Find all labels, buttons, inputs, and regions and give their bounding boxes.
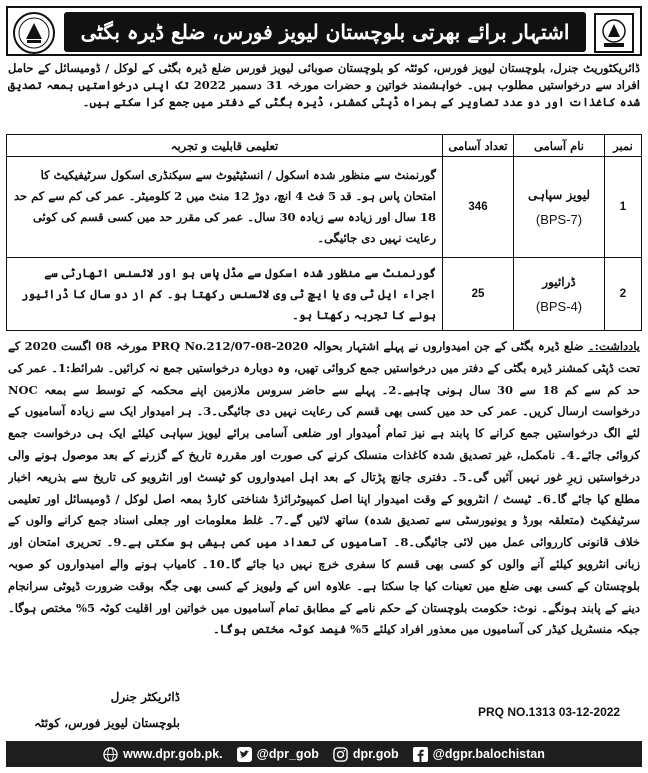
prq-number: PRQ NO.1313 03-12-2022 (478, 705, 621, 719)
qualification-text: گورنمنٹ سے منظور شدہ اسکول سے مڈل پاس ہو اور لائسنس اتھارٹی سے اجراء ایل ٹی وی یا ایچ ٹی وی لائسنس رکھتا ہو۔ کم از دو سال کا ڈرائیور ہونے کا تجربہ رکھتا ہو۔ (7, 258, 443, 331)
note-text: ضلع ڈیرہ بگٹی کے جن امیدواروں نے پہلے اشتہار بحوالہ PRQ No.212/07-08-2020 مورخہ 08 اگست 2020 کے تحت ڈپٹی کمشنر ڈیرہ بگٹی کے دفتر میں درخواستیں جمع کروائی تھیں، وہ دوبارہ درخواستیں جمع نہ کرائیں۔ شرائط:1۔ عمر کی حد کم سے کم 18 سے 30 سال ہونی چاہیے۔2۔ پہلے سے حاضر سروس ملازمین اپنے محکمہ کے توسط سے بمعہ NOC درخواست ارسال کریں۔ عمر کی حد میں کسی بھی قسم کی رعایت نہیں دی جائیگی۔3۔ ہر امیدوار ایک سے زیادہ آسامیوں کے لئے الگ درخواستیں جمع کرانے کا پابند ہے نیز تمام اُمیدوار اور ضلعی آسامی برائے لیویز سپاہی کیلئے ایک ہی درخواست جمع کروائی جائے۔4۔ نامکمل، غیر تصدیق شدہ کاغذات منسلک کرنے کی صورت اور مقررہ تاریخ کے گزرنے کے بعد موصول ہونے والی درخواستیں زیرِ غور نہیں آئیں گی۔5۔ دفتری جانچ پڑتال کے بعد اہل امیدواروں کو ٹیسٹ اور انٹرویو کی تاریخ سے بذریعہ اخبار مطلع کیا جائے گا۔6۔ ٹیسٹ / انٹرویو کے وقت امیدوار اپنا اصل کمپیوٹرائزڈ شناختی کارڈ بمعہ اصل لوکل / ڈومیسائل اور تعلیمی سرٹیفکیٹ (متعلقہ بورڈ و یونیورسٹی سے تصدیق شدہ) ساتھ لائیں گے۔7۔ غلط معلومات اور جعلی اسناد جمع کرانے والوں کے خلاف قانونی کارروائی عمل میں لائی جائیگی۔8۔ آسامیوں کی تعداد میں کمی بیشی ہو سکتی ہے۔9۔ تحریری امتحان اور زبانی انٹرویو کیلئے آنے والوں کو کسی بھی قسم کا سفری خرچ نہیں دیا جائے گا۔10۔ کامیاب ہونے والے امیدواروں کو صوبہ بلوچستان کے کسی بھی ضلع میں تعینات کیا جا سکتا ہے۔ علاوہ اس کے ولیویز کے کسی بھی جگہ بوقت ضرورت ڈیوٹی سرانجام دینے کے پابند ہونگے۔ نوٹ: حکومت بلوچستان کے حکم نامے کے مطابق تمام آسامیوں میں خواتین اور اقلیت کوٹہ 5% مختص ہوگا۔ جبکہ منسٹریل کیڈر کی آسامیوں میں معذور افراد کیلئے 5% فیصد کوٹہ مختص ہوگا۔ (8, 339, 640, 637)
twitter-text: @dpr_gob (256, 747, 319, 761)
table-header-row (7, 135, 642, 157)
header-count: تعداد آسامی (443, 135, 514, 157)
post-name-cell (514, 258, 605, 331)
note-label: یادداشت:۔ (587, 339, 640, 353)
table-row (7, 157, 642, 258)
signature-title: ڈائریکٹر جنرل (110, 690, 180, 704)
note-block (8, 336, 640, 666)
post-count: 346 (443, 157, 514, 258)
table-row (7, 258, 642, 331)
footer-facebook[interactable] (413, 747, 545, 762)
signature-block (30, 684, 180, 736)
post-title: ڈرائیور (542, 274, 576, 289)
footer-bar (6, 741, 642, 767)
intro-paragraph: ڈائریکٹوریٹ جنرل، بلوچستان لیویز فورس، کوئٹہ کو بلوچستان صوبائی لیویز فورس ضلع ڈیرہ بگٹی کے لوکل / ڈومیسائل کے حامل افراد سے درخواستیں مطلوب ہیں۔ خواہشمند خواتین و حضرات مورخہ 31 دسمبر 2022 تک اپنی درخواستیں بمعہ تصدیق شدہ کاغذات اور دو عدد تصاویر کے ہمراہ ڈپٹی کمشنر، ڈیرہ بگٹی کے دفتر میں جمع کرا سکتے ہیں۔ (8, 61, 640, 109)
header-qualification: تعلیمی قابلیت و تجربہ (7, 135, 443, 157)
row-number: 2 (605, 258, 642, 331)
post-bps: (BPS-7) (535, 211, 583, 227)
posts-table (6, 134, 642, 331)
post-name-cell (514, 157, 605, 258)
footer-instagram[interactable] (333, 747, 399, 762)
crest-logo-icon (592, 11, 636, 55)
qualification-text: گورنمنٹ سے منظور شدہ اسکول / انسٹیٹیوٹ سے سیکنڈری اسکول سرٹیفیکیٹ کا امتحان پاس ہو۔ قد 5 فٹ 4 انچ، دوڑ 12 منٹ میں 2 کلومیٹر۔ عمر کی کم سے کم حد 18 سال اور زیادہ سے زیادہ 30 سال۔ عمر کی مقرر حد میں کسی قسم کی کوئی رعایت نہیں دی جائیگی۔ (7, 157, 443, 258)
instagram-text: dpr.gob (352, 747, 399, 761)
twitter-icon (237, 747, 252, 762)
header-number: نمبر (605, 135, 642, 157)
post-bps: (BPS-4) (535, 298, 583, 314)
crest-logo-icon (12, 11, 56, 55)
facebook-text: @dgpr.balochistan (432, 747, 545, 761)
row-number: 1 (605, 157, 642, 258)
globe-icon (103, 747, 118, 762)
header (6, 6, 642, 56)
facebook-icon (413, 747, 428, 762)
instagram-icon (333, 747, 348, 762)
post-count: 25 (443, 258, 514, 331)
footer-website[interactable] (103, 747, 223, 762)
signature-office: بلوچستان لیویز فورس، کوئٹہ (34, 716, 180, 730)
page-title: اشتہار برائے بھرتی بلوچستان لیویز فورس، ضلع ڈیرہ بگٹی (64, 12, 586, 52)
header-post: نام آسامی (514, 135, 605, 157)
footer-twitter[interactable] (237, 747, 319, 762)
website-text: www.dpr.gob.pk. (123, 747, 223, 761)
post-title: لیویز سپاہی (528, 187, 590, 202)
